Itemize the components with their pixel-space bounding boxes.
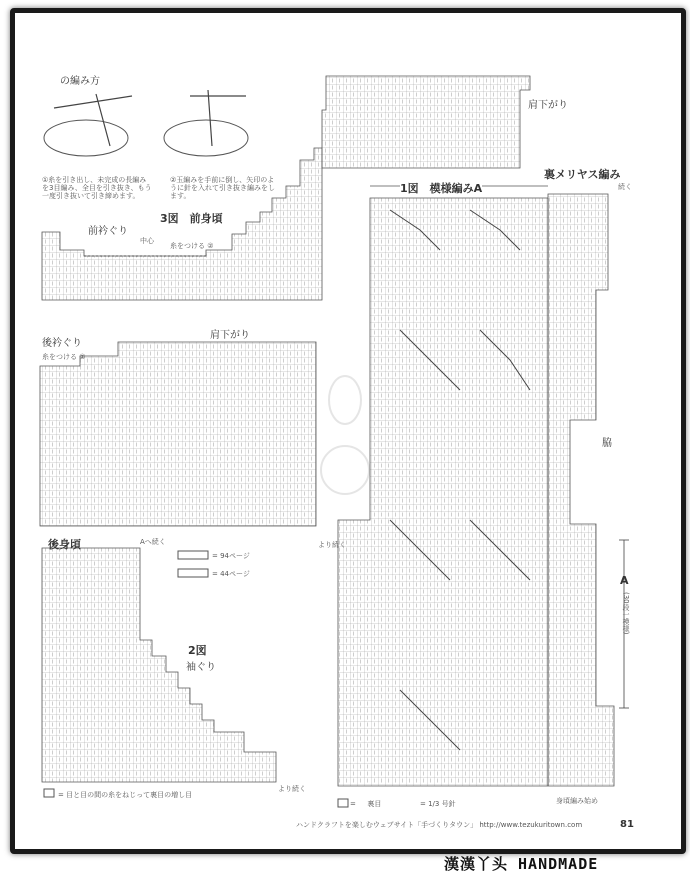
- purl-legend: = 裏目: [350, 800, 382, 808]
- fig1-continue-label: 続く: [618, 183, 632, 191]
- side-label: 脇: [602, 438, 612, 449]
- knit-symbol-icon: [338, 799, 348, 807]
- front-neckline-label: 前衿ぐり: [88, 226, 128, 237]
- footer-site: ハンドクラフトを楽しむウェブサイト「手づくりタウン」 http://www.tezukuritown.com: [296, 821, 583, 829]
- back-body-title: 後身頃: [48, 538, 81, 551]
- cable-symbol-icon-2: [178, 569, 208, 577]
- back-shoulder-label: 肩下がり: [210, 330, 250, 341]
- twist-increase-icon: [44, 789, 54, 797]
- back-upper-chart: [40, 342, 316, 526]
- fig2-continue-label: より続く: [278, 785, 306, 793]
- shoulder-top-chart: [322, 76, 530, 168]
- attach-yarn-label: 糸をつける ②: [170, 242, 214, 250]
- yarn-watermark: [321, 376, 369, 494]
- intro-step2: ②玉編みを手前に倒し、矢印のように針を入れて引き抜き編みをします。: [170, 176, 275, 200]
- page-number: 81: [620, 819, 634, 830]
- a-bracket-label: A: [620, 574, 629, 587]
- back-neckline-label: 後衿ぐり: [42, 338, 82, 349]
- top-shoulder-label: 肩下がり: [528, 100, 568, 111]
- ref-page-44: = 44ページ: [212, 570, 250, 578]
- twist-increase-legend: = 目と目の間の糸をねじって裏目の増し目: [58, 791, 193, 799]
- back-body-chart: [42, 548, 276, 782]
- to-a-label: Aへ続く: [140, 538, 166, 546]
- a-repeat-note: (30段一模様): [622, 592, 630, 635]
- center-label: 中心: [140, 237, 154, 245]
- fig1-title: 1図 模様編みA: [400, 182, 483, 195]
- back-continue-label: より続く: [318, 541, 346, 549]
- cable-symbol-icon: [178, 551, 208, 559]
- body-start-label: 身頃編み始め: [556, 797, 598, 805]
- armhole-label: 袖ぐり: [186, 662, 216, 673]
- fig2-title: 2図: [188, 644, 207, 657]
- pattern-a-chart: [338, 194, 629, 786]
- reverse-stockinette-label: 裏メリヤス編み: [544, 168, 621, 181]
- stitch-illustration: [44, 90, 248, 156]
- needle-legend: = 1/3 号針: [420, 800, 456, 808]
- handmade-watermark: 漢漢丫头 HANDMADE: [444, 855, 599, 873]
- intro-title: の編み方: [60, 76, 100, 87]
- fig3-title: 3図 前身頃: [160, 212, 223, 225]
- back-attach-label: 糸をつける ②: [42, 353, 86, 361]
- ref-page-94: = 94ページ: [212, 552, 250, 560]
- intro-step1: ①糸を引き出し、未完成の長編みを3目編み、全目を引き抜き、もう一度引き抜いて引き締めます。: [42, 176, 152, 200]
